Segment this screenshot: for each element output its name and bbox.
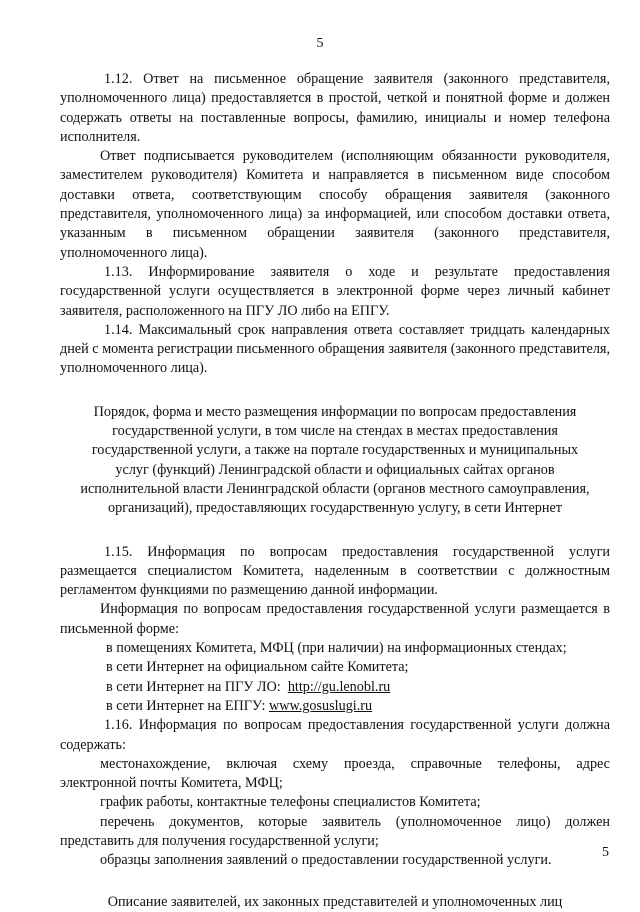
list-item-stands: в помещениях Комитета, МФЦ (при наличии) на информационных стендах; [106, 640, 567, 657]
paragraph-1-14: 1.14. Максимальный срок направления ответа составляет тридцать календарных дней с момента регистрации письменного обращения заявителя (законного представителя, уполномоченного лица). [60, 321, 610, 377]
list-item-epgu [60, 697, 610, 716]
paragraph-1-13: 1.13. Информирование заявителя о ходе и результате предоставления государственной услуги осуществляется в электронной форме через личный кабинет заявителя, расположенного на ПГУ ЛО либо на ЕПГУ. [60, 263, 610, 319]
info-item-schedule: график работы, контактные телефоны специалистов Комитета; [100, 794, 481, 811]
paragraph-1-12: 1.12. Ответ на письменное обращение заявителя (законного представителя, уполномоченного лица) предоставляется в простой, четкой и понятной форме и должен содержать ответы на поставленные вопросы, фамилию, инициалы и номер телефона исполнителя. [60, 71, 610, 145]
list-item-pgu-label: в сети Интернет на ПГУ ЛО: [106, 678, 281, 695]
section-heading-info-placement: Порядок, форма и место размещения информации по вопросам предоставления государственной услуги, в том числе на стендах в местах предоставления государственной услуги, а также на портале государственных и муниципальных услуг (функций) Ленинградской области и официальных сайтах органов исполнительной власти Ленинградской области (органов местного самоуправления, организаций), предоставляющих государственную услугу, в сети Интернет [80, 403, 590, 517]
section-heading-applicants: Описание заявителей, их законных представителей и уполномоченных лиц [107, 893, 563, 910]
info-item-forms: образцы заполнения заявлений о предоставлении государственной услуги. [100, 852, 552, 869]
page-number-bottom: 5 [602, 845, 609, 860]
pgu-link[interactable]: http://gu.lenobl.ru [287, 678, 391, 695]
paragraph-1-15: 1.15. Информация по вопросам предоставления государственной услуги размещается специалистом Комитета, наделенным в соответствии с должностным регламентом функциями по размещению данной информации. [60, 543, 610, 599]
list-item-official-site: в сети Интернет на официальном сайте Комитета; [106, 659, 409, 676]
page-number-top: 5 [316, 36, 324, 51]
document-body [60, 70, 610, 912]
paragraph-1-16: 1.16. Информация по вопросам предоставления государственной услуги должна содержать: [60, 717, 610, 753]
paragraph-answer-signing: Ответ подписывается руководителем (исполняющим обязанности руководителя, заместителем руководителя) Комитета и направляется в письменном виде способом доставки ответа, соответствующим способу обращения заявителя (законного представителя, уполномоченного лица) за информацией, или способом доставки ответа, указанным в письменном обращении заявителя (законного представителя, уполномоченного лица). [60, 148, 610, 261]
list-item-epgu-label: в сети Интернет на ЕПГУ: [106, 697, 266, 714]
info-item-documents: перечень документов, которые заявитель (уполномоченное лицо) должен представить для получения государственной услуги; [60, 813, 610, 849]
list-item-pgu [60, 678, 610, 697]
info-item-location: местонахождение, включая схему проезда, справочные телефоны, адрес электронной почты Комитета, МФЦ; [60, 755, 610, 792]
paragraph-info-written-form: Информация по вопросам предоставления государственной услуги размещается в письменной форме: [60, 601, 610, 637]
epgu-link[interactable]: www.gosuslugi.ru [268, 697, 373, 714]
